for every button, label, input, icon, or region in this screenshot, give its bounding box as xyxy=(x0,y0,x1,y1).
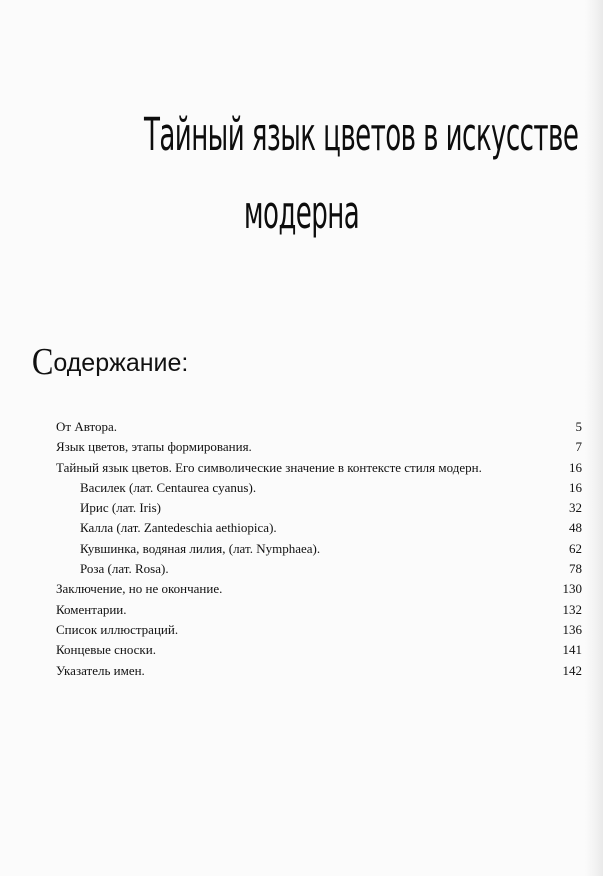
toc-entry-label: Роза (лат. Rosa). xyxy=(80,561,169,577)
toc-entry-label: Коментарии. xyxy=(56,601,127,617)
toc-entry[interactable] xyxy=(56,620,582,640)
toc-entry-page: 132 xyxy=(562,601,582,617)
toc-entry[interactable] xyxy=(56,417,582,437)
toc-subentry[interactable] xyxy=(56,518,582,538)
table-of-contents xyxy=(56,417,582,681)
toc-entry-label: Василек (лат. Centaurea cyanus). xyxy=(80,479,257,495)
toc-subentry[interactable] xyxy=(56,478,582,498)
toc-subentry[interactable] xyxy=(56,498,582,518)
toc-entry[interactable] xyxy=(56,458,582,478)
toc-entry-label: Язык цветов, этапы формирования. xyxy=(56,439,252,455)
toc-entry[interactable] xyxy=(56,661,582,681)
toc-entry-page: 141 xyxy=(562,642,582,658)
toc-heading-text: одержание: xyxy=(53,349,189,377)
toc-entry[interactable] xyxy=(56,600,582,620)
toc-entry-page: 16 xyxy=(569,479,582,495)
toc-entry-label: Список иллюстраций. xyxy=(56,621,179,637)
toc-entry-page: 130 xyxy=(562,581,582,597)
toc-entry-label: Ирис (лат. Iris) xyxy=(80,500,161,516)
toc-heading xyxy=(30,340,188,384)
page-edge-shadow xyxy=(585,0,603,876)
toc-entry-label: Кувшинка, водяная лилия, (лат. Nymphaea). xyxy=(80,540,321,556)
toc-heading-initial: С xyxy=(31,341,54,383)
toc-entry-label: Указатель имен. xyxy=(56,662,145,678)
toc-entry-label: Концевые сноски. xyxy=(56,642,156,658)
toc-entry[interactable] xyxy=(56,640,582,660)
toc-entry-page: 62 xyxy=(569,540,582,556)
toc-entry[interactable] xyxy=(56,437,582,457)
toc-entry-label: От Автора. xyxy=(56,419,118,434)
document-title-line-2: модерна xyxy=(243,186,360,240)
toc-entry-page: 136 xyxy=(562,621,582,637)
toc-entry-page: 16 xyxy=(569,459,582,475)
toc-subentry[interactable] xyxy=(56,559,582,579)
toc-entry-page: 7 xyxy=(575,439,582,455)
toc-entry-page: 142 xyxy=(562,662,582,678)
toc-entry-label: Тайный язык цветов. Его символические значение в контексте стиля модерн. xyxy=(56,459,482,475)
toc-entry-label: Заключение, но не окончание. xyxy=(56,581,223,597)
toc-entry-label: Калла (лат. Zantedeschia aethiopica). xyxy=(80,520,277,536)
toc-entry[interactable] xyxy=(56,579,582,599)
toc-entry-page: 32 xyxy=(569,500,582,516)
toc-entry-page: 5 xyxy=(575,419,582,434)
toc-entry-page: 48 xyxy=(569,520,582,536)
toc-subentry[interactable] xyxy=(56,539,582,559)
document-title-line-1: Тайный язык цветов в искусстве xyxy=(144,108,579,162)
toc-entry-page: 78 xyxy=(569,561,582,577)
